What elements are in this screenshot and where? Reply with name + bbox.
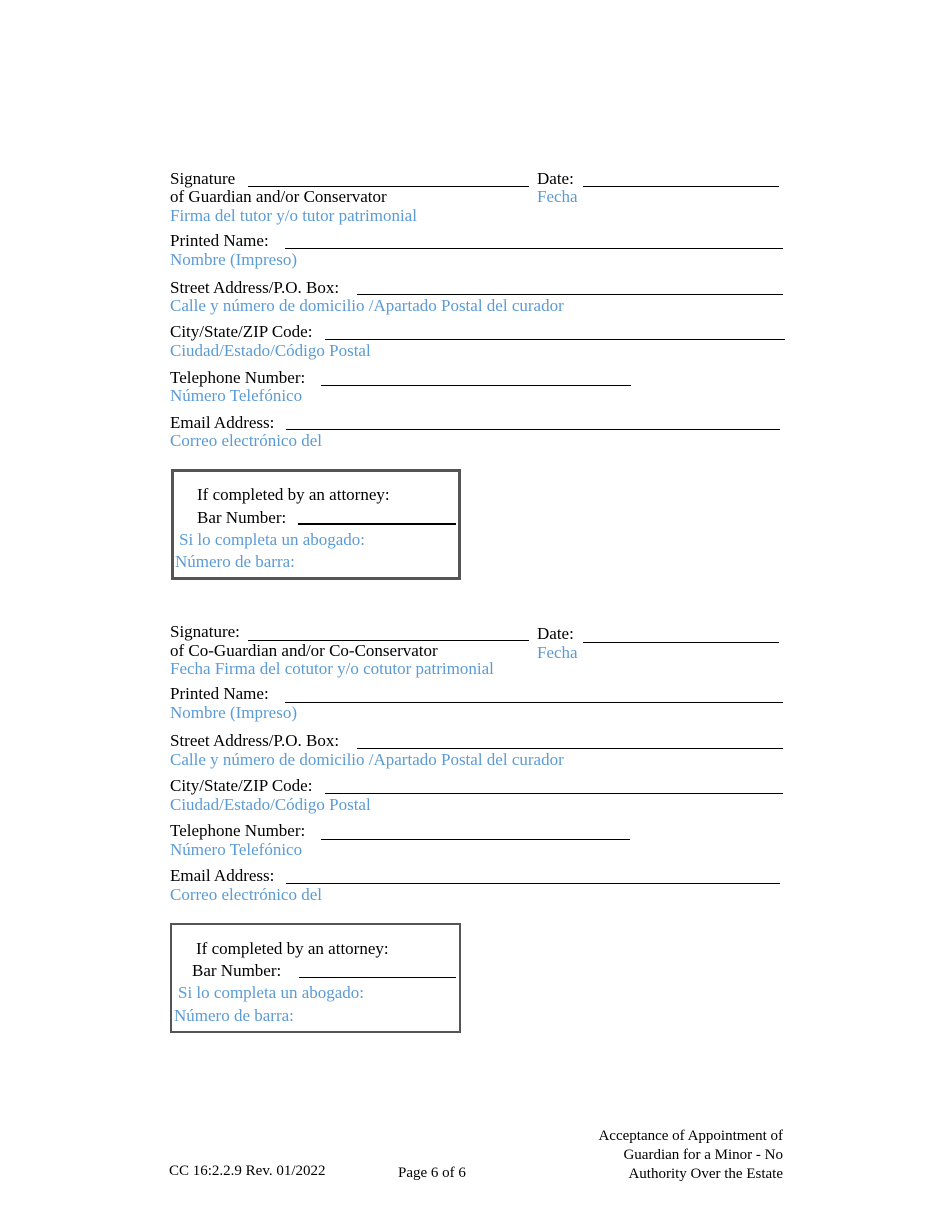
signature-label: Signature bbox=[170, 169, 236, 188]
signature-sublabel: of Guardian and/or Conservator bbox=[170, 187, 387, 206]
street-address-label-es: Calle y número de domicilio /Apartado Postal del curador bbox=[170, 296, 564, 315]
co-street-address-line[interactable] bbox=[357, 748, 783, 749]
city-state-zip-label: City/State/ZIP Code: bbox=[170, 322, 313, 341]
co-attorney-if-completed: If completed by an attorney: bbox=[196, 939, 389, 958]
co-telephone-label: Telephone Number: bbox=[170, 821, 306, 840]
co-city-state-zip-line[interactable] bbox=[325, 793, 783, 794]
co-telephone-line[interactable] bbox=[321, 839, 630, 840]
city-state-zip-label-es: Ciudad/Estado/Código Postal bbox=[170, 341, 371, 360]
co-attorney-if-completed-es: Si lo completa un abogado: bbox=[178, 983, 365, 1002]
form-title-line-3: Authority Over the Estate bbox=[628, 1166, 783, 1182]
email-label-es: Correo electrónico del bbox=[170, 431, 322, 450]
city-state-zip-line[interactable] bbox=[325, 339, 785, 340]
date-label-es: Fecha bbox=[537, 187, 578, 206]
telephone-line[interactable] bbox=[321, 385, 631, 386]
bar-number-line[interactable] bbox=[298, 523, 456, 525]
form-code: CC 16:2.2.9 Rev. 01/2022 bbox=[169, 1163, 326, 1179]
co-date-label: Date: bbox=[537, 624, 574, 643]
co-printed-name-label: Printed Name: bbox=[170, 684, 269, 703]
bar-number-label: Bar Number: bbox=[197, 508, 287, 527]
co-email-line[interactable] bbox=[286, 883, 780, 884]
street-address-label: Street Address/P.O. Box: bbox=[170, 278, 340, 297]
co-bar-number-label: Bar Number: bbox=[192, 961, 282, 980]
co-telephone-label-es: Número Telefónico bbox=[170, 840, 303, 859]
email-line[interactable] bbox=[286, 429, 780, 430]
co-city-state-zip-label: City/State/ZIP Code: bbox=[170, 776, 313, 795]
form-title-line-2: Guardian for a Minor - No bbox=[623, 1147, 783, 1163]
printed-name-line[interactable] bbox=[285, 248, 783, 249]
co-date-label-es: Fecha bbox=[537, 643, 578, 662]
date-label: Date: bbox=[537, 169, 574, 188]
signature-label-es: Firma del tutor y/o tutor patrimonial bbox=[170, 206, 417, 225]
printed-name-label: Printed Name: bbox=[170, 231, 269, 250]
telephone-label-es: Número Telefónico bbox=[170, 386, 303, 405]
co-signature-sublabel: of Co-Guardian and/or Co-Conservator bbox=[170, 641, 438, 660]
attorney-if-completed-es: Si lo completa un abogado: bbox=[179, 530, 366, 549]
street-address-line[interactable] bbox=[357, 294, 783, 295]
co-street-address-label: Street Address/P.O. Box: bbox=[170, 731, 340, 750]
attorney-box bbox=[171, 469, 461, 580]
attorney-if-completed: If completed by an attorney: bbox=[197, 485, 390, 504]
co-printed-name-line[interactable] bbox=[285, 702, 783, 703]
co-email-label-es: Correo electrónico del bbox=[170, 885, 322, 904]
co-city-state-zip-label-es: Ciudad/Estado/Código Postal bbox=[170, 795, 371, 814]
co-signature-label: Signature: bbox=[170, 622, 240, 641]
printed-name-label-es: Nombre (Impreso) bbox=[170, 250, 297, 269]
co-printed-name-label-es: Nombre (Impreso) bbox=[170, 703, 297, 722]
form-title-line-1: Acceptance of Appointment of bbox=[598, 1128, 783, 1144]
co-street-address-label-es: Calle y número de domicilio /Apartado Postal del curador bbox=[170, 750, 564, 769]
date-line[interactable] bbox=[583, 186, 779, 187]
co-email-label: Email Address: bbox=[170, 866, 275, 885]
bar-number-label-es: Número de barra: bbox=[175, 552, 295, 571]
email-label: Email Address: bbox=[170, 413, 275, 432]
co-signature-label-es: Fecha Firma del cotutor y/o cotutor patrimonial bbox=[170, 659, 494, 678]
co-bar-number-line[interactable] bbox=[299, 977, 456, 978]
telephone-label: Telephone Number: bbox=[170, 368, 306, 387]
co-bar-number-label-es: Número de barra: bbox=[174, 1006, 294, 1025]
page-number: Page 6 of 6 bbox=[398, 1165, 466, 1181]
form-title bbox=[560, 1127, 783, 1184]
co-attorney-box bbox=[170, 923, 461, 1033]
co-date-line[interactable] bbox=[583, 642, 779, 643]
